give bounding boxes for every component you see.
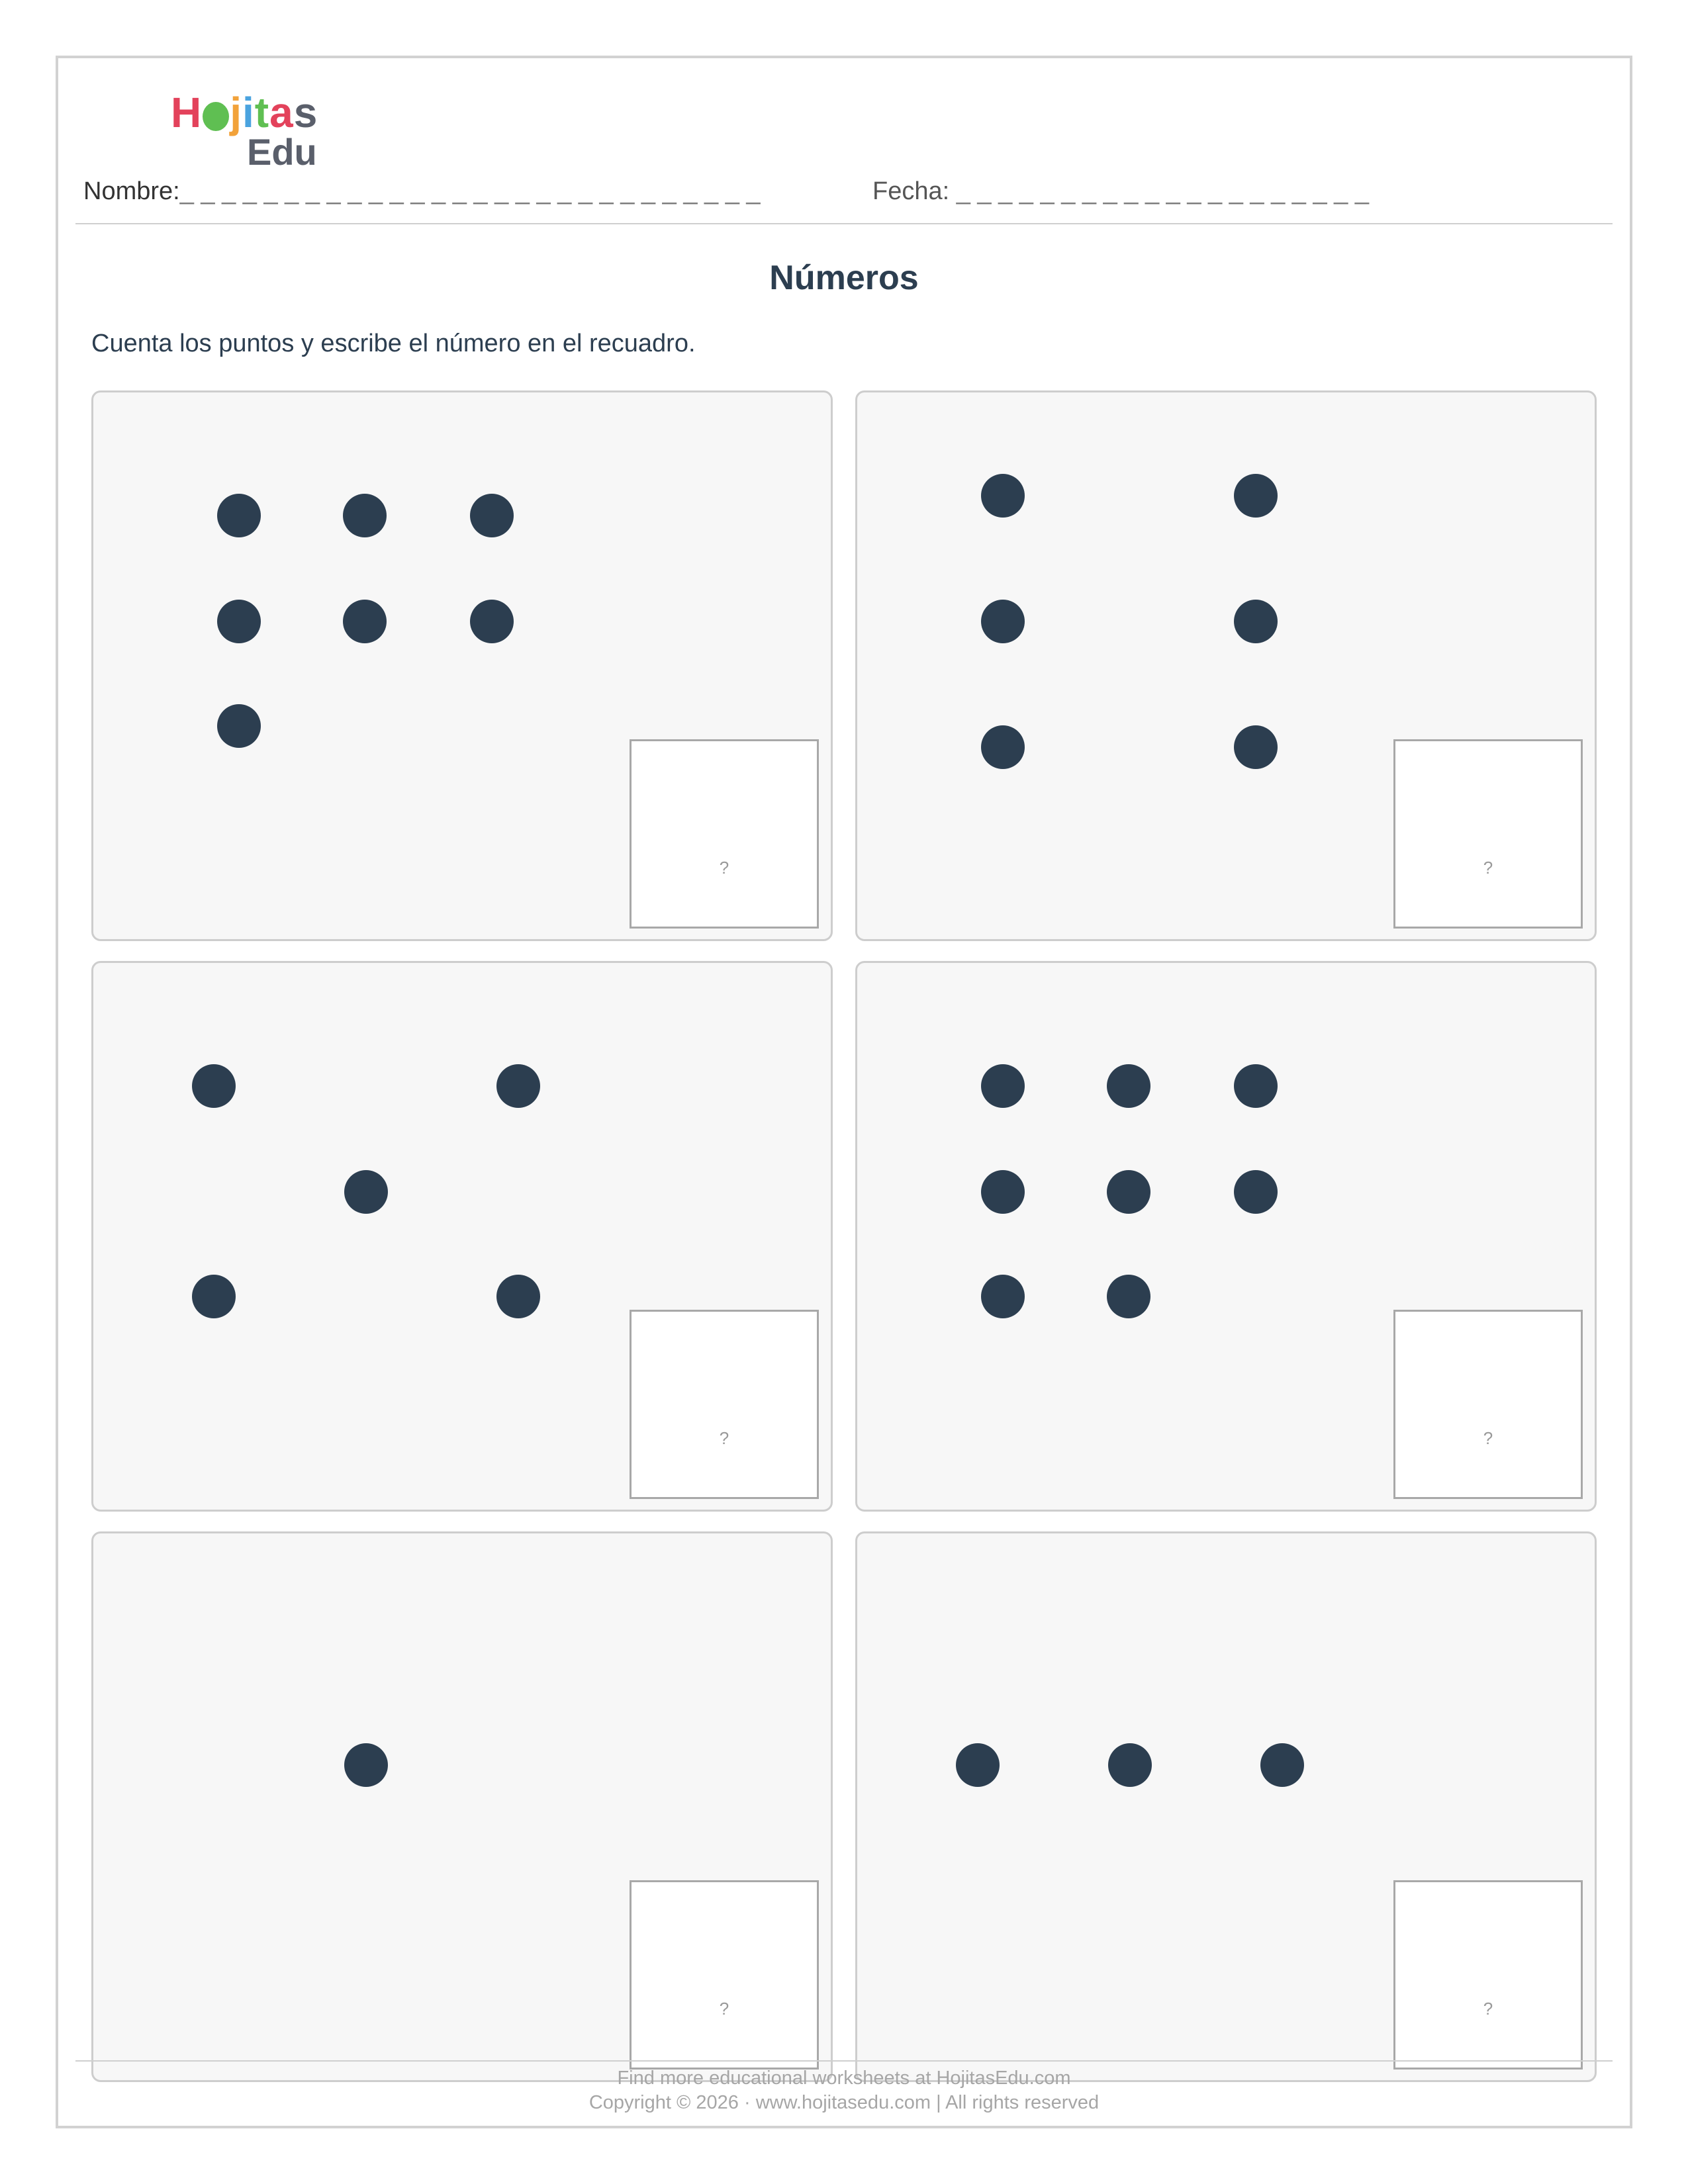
count-dot: [470, 494, 514, 537]
count-dot: [343, 494, 387, 537]
logo-wordmark: [171, 91, 318, 134]
answer-placeholder: ?: [1483, 1428, 1493, 1448]
exercise-card: [91, 961, 833, 1512]
count-dot: [343, 600, 387, 643]
logo-letter: a: [269, 89, 294, 136]
answer-placeholder: ?: [1483, 1999, 1493, 2019]
count-dot: [344, 1743, 388, 1787]
instructions: Cuenta los puntos y escribe el número en el recuadro.: [91, 330, 696, 357]
logo-letter: s: [293, 89, 318, 136]
answer-placeholder: ?: [1483, 858, 1493, 878]
logo-letter: j: [230, 89, 242, 136]
count-dot: [192, 1064, 236, 1108]
count-dot: [496, 1275, 540, 1318]
logo-letter: H: [171, 89, 203, 136]
count-dot: [496, 1064, 540, 1108]
count-dot: [981, 1064, 1025, 1108]
exercise-card: [855, 1531, 1597, 2082]
answer-placeholder: ?: [719, 1999, 729, 2019]
date-blank: _ _ _ _ _ _ _ _ _ _ _ _ _ _ _ _ _ _ _ _: [956, 177, 1370, 205]
count-dot: [1234, 600, 1278, 643]
exercise-card: [855, 390, 1597, 941]
name-field[interactable]: [83, 177, 761, 206]
exercise-card: [91, 1531, 833, 2082]
page-title: Números: [769, 259, 919, 297]
header-divider: [75, 223, 1613, 224]
count-dot: [1107, 1170, 1150, 1214]
smiley-face-icon: [203, 102, 229, 131]
answer-box[interactable]: [630, 1880, 819, 2070]
count-dot: [1234, 474, 1278, 518]
date-field[interactable]: [872, 177, 1369, 206]
logo-subtext: Edu: [247, 131, 317, 173]
answer-box[interactable]: [1393, 1880, 1583, 2070]
footer-promo: Find more educational worksheets at HojitasEdu.com: [617, 2068, 1071, 2089]
count-dot: [981, 725, 1025, 769]
count-dot: [1234, 725, 1278, 769]
answer-box[interactable]: [630, 739, 819, 929]
answer-placeholder: ?: [719, 1428, 729, 1448]
name-blank: _ _ _ _ _ _ _ _ _ _ _ _ _ _ _ _ _ _ _ _ _ _ _ _ _ _ _ _: [179, 177, 761, 205]
date-label: Fecha:: [872, 177, 950, 205]
count-dot: [217, 704, 261, 748]
count-dot: [1260, 1743, 1304, 1787]
answer-placeholder: ?: [719, 858, 729, 878]
count-dot: [192, 1275, 236, 1318]
count-dot: [1234, 1064, 1278, 1108]
count-dot: [981, 1275, 1025, 1318]
exercise-card: [91, 390, 833, 941]
footer-divider: [75, 2060, 1613, 2062]
count-dot: [470, 600, 514, 643]
count-dot: [1107, 1064, 1150, 1108]
name-label: Nombre:: [83, 177, 180, 205]
count-dot: [344, 1170, 388, 1214]
count-dot: [956, 1743, 1000, 1787]
exercise-card: [855, 961, 1597, 1512]
count-dot: [1234, 1170, 1278, 1214]
count-dot: [1108, 1743, 1152, 1787]
count-dot: [1107, 1275, 1150, 1318]
count-dot: [217, 494, 261, 537]
footer-copyright: Copyright © 2026 · www.hojitasedu.com | All rights reserved: [588, 2092, 1100, 2113]
count-dot: [981, 474, 1025, 518]
logo-letter: t: [254, 89, 270, 136]
logo-letter: i: [242, 89, 255, 136]
hojitas-edu-logo: [171, 85, 330, 171]
answer-box[interactable]: [630, 1310, 819, 1499]
answer-box[interactable]: [1393, 739, 1583, 929]
count-dot: [981, 1170, 1025, 1214]
answer-box[interactable]: [1393, 1310, 1583, 1499]
count-dot: [981, 600, 1025, 643]
count-dot: [217, 600, 261, 643]
